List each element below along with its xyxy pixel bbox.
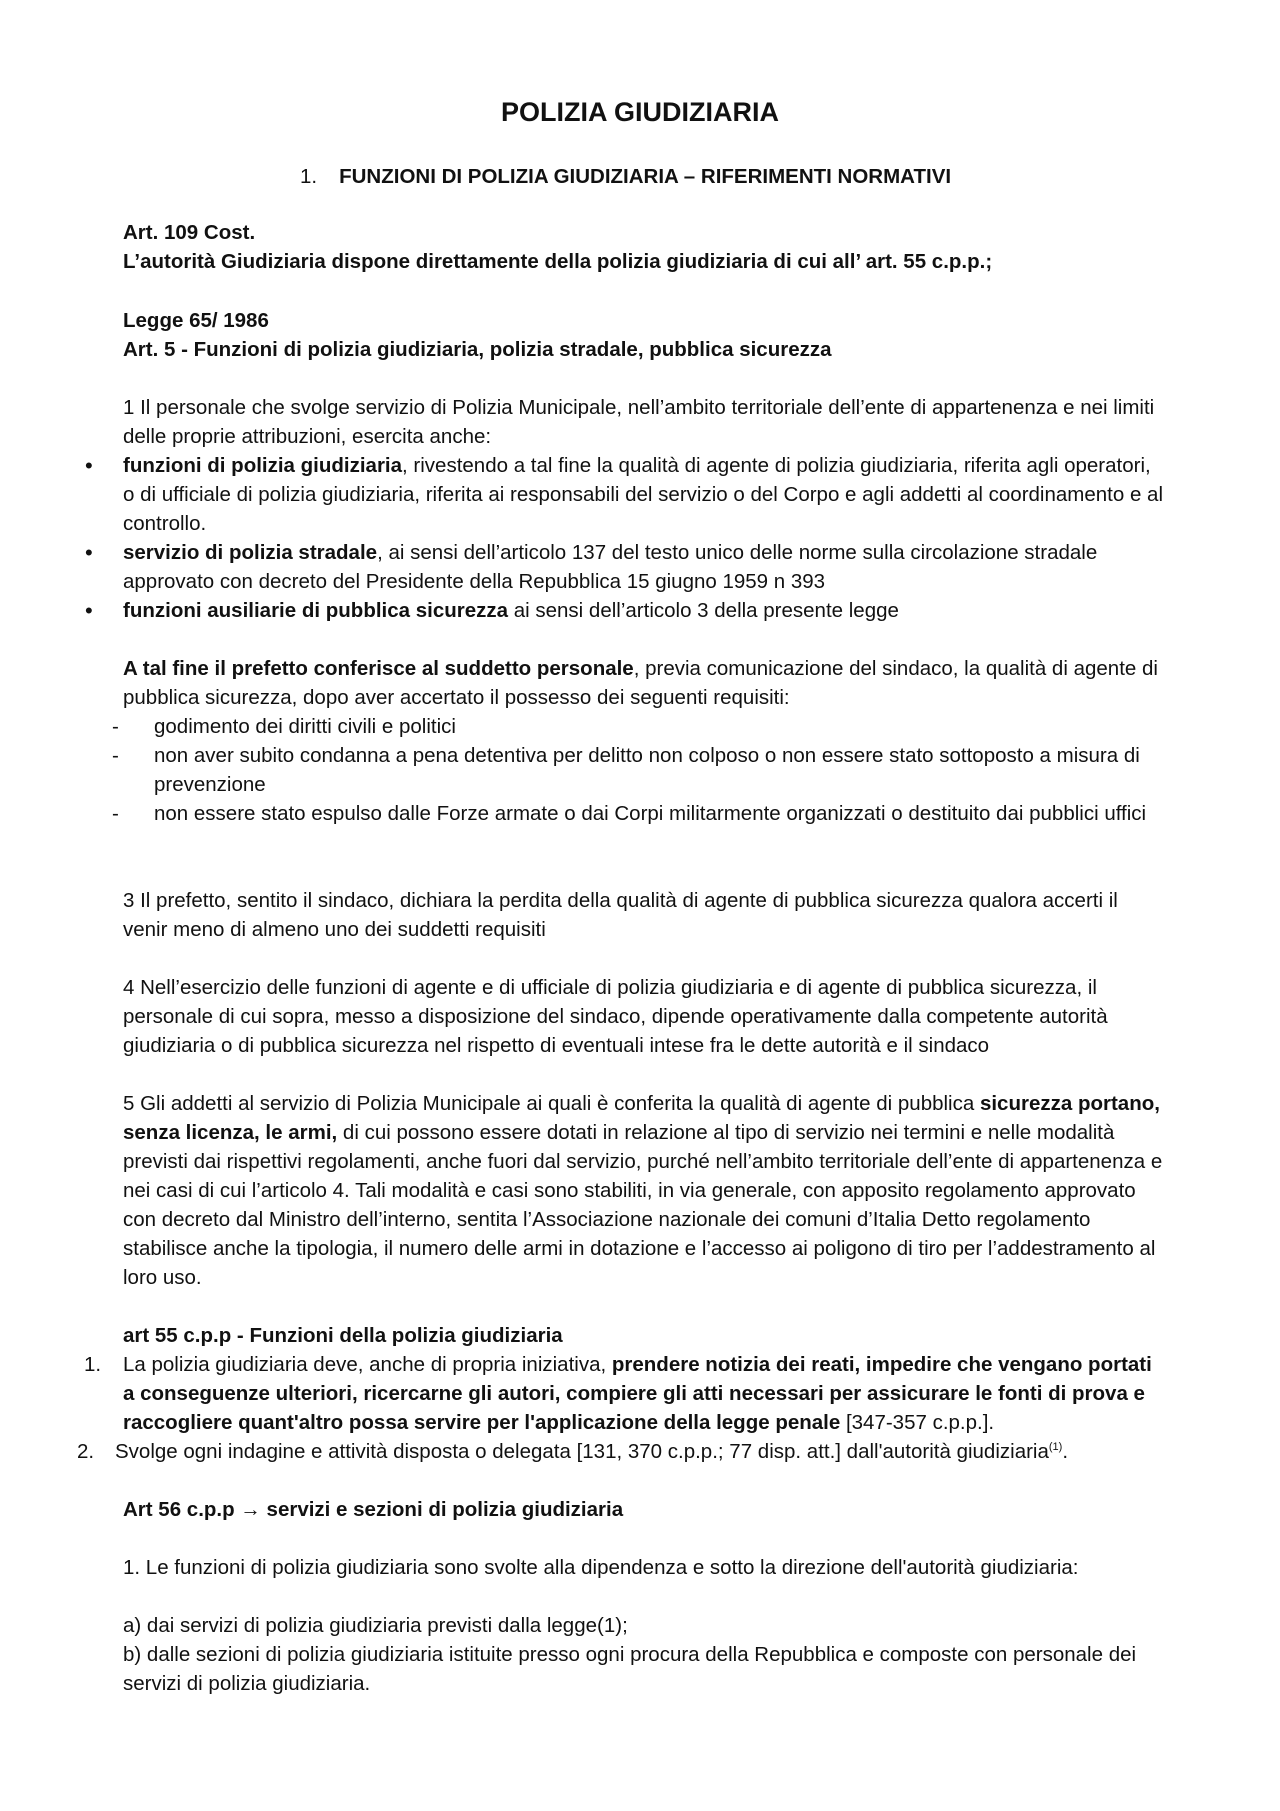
page-title: POLIZIA GIUDIZIARIA (501, 97, 779, 127)
bullet-marker: • (85, 598, 93, 623)
art55-item-1: La polizia giudiziaria deve, anche di propria iniziativa, prendere notizia dei reati, impedire che vengano portati a conseguenze ulteriori, ricercarne gli autori, compiere gli atti necessari per assicurare le fonti di prova e raccogliere quant'altro possa servire per l'applicazione della legge penale [347-357 c.p.p.]. (123, 1353, 1152, 1434)
bullet-item-1: funzioni di polizia giudiziaria, rivestendo a tal fine la qualità di agente di polizia giudiziaria, riferita agli operatori, o di ufficiale di polizia giudiziaria, riferita ai responsabili del servizio o del Corpo e agli addetti al coordinamento e al controllo. (123, 454, 1164, 535)
art5-paragraph-2: A tal fine il prefetto conferisce al suddetto personale, previa comunicazione del sindaco, la qualità di agente di pubblica sicurezza, dopo aver accertato il possesso dei seguenti requisiti: (123, 657, 1158, 709)
bullet-item-2: servizio di polizia stradale, ai sensi dell’articolo 137 del testo unico delle norme sulla circolazione stradale approvato con decreto del Presidente della Repubblica 15 giugno 1959 n 393 (123, 541, 1098, 593)
section-title: FUNZIONI DI POLIZIA GIUDIZIARIA – RIFERIMENTI NORMATIVI (339, 165, 952, 188)
art56-item-b: b) dalle sezioni di polizia giudiziaria istituite presso ogni procura della Repubblica e composte con personale dei servizi di polizia giudiziaria. (123, 1643, 1137, 1695)
art56-heading: Art 56 c.p.p → servizi e sezioni di polizia giudiziaria (123, 1498, 624, 1521)
dash-marker: - (112, 744, 119, 767)
art5-paragraph-4: 4 Nell’esercizio delle funzioni di agente e di ufficiale di polizia giudiziaria e di agente di pubblica sicurezza, il personale di cui sopra, messo a disposizione del sindaco, dipende operativamente dalla competente autorità giudiziaria o di pubblica sicurezza nel rispetto di eventuali intese fra le dette autorità e il sindaco (123, 976, 1108, 1057)
section-heading (300, 162, 951, 191)
art5-paragraph-5: 5 Gli addetti al servizio di Polizia Municipale ai quali è conferita la qualità di agente di pubblica sicurezza portano, senza licenza, le armi, di cui possono essere dotati in relazione al tipo di servizio nei termini e nelle modalità previsti dai rispettivi regolamenti, anche fuori dal servizio, purché nell’ambito territoriale dell’ente di appartenenza e nei casi di cui l’articolo 4. Tali modalità e casi sono stabiliti, in via generale, con apposito regolamento approvato con decreto dal Ministro dell’interno, sentita l’Associazione nazionale dei comuni d’Italia Detto regolamento stabilisce anche la tipologia, il numero delle armi in dotazione e l’accesso ai poligono di tiro per l’addestramento al loro uso. (123, 1092, 1163, 1289)
art55-heading: art 55 c.p.p - Funzioni della polizia giudiziaria (123, 1324, 563, 1347)
requisito-2: non aver subito condanna a pena detentiva per delitto non colposo o non essere stato sottoposto a misura di prevenzione (154, 744, 1140, 796)
art5-paragraph-1: 1 Il personale che svolge servizio di Polizia Municipale, nell’ambito territoriale dell’ente di appartenenza e nei limiti delle proprie attribuzioni, esercita anche: (123, 396, 1155, 448)
bullet-marker: • (85, 540, 93, 565)
requisito-1: godimento dei diritti civili e politici (154, 715, 456, 738)
dash-marker: - (112, 802, 119, 825)
art56-paragraph-1: 1. Le funzioni di polizia giudiziaria sono svolte alla dipendenza e sotto la direzione dell'autorità giudiziaria: (123, 1556, 1079, 1579)
art56-item-a: a) dai servizi di polizia giudiziaria previsti dalla legge(1); (123, 1614, 628, 1637)
dash-marker: - (112, 715, 119, 738)
bullet-item-3: funzioni ausiliarie di pubblica sicurezza ai sensi dell’articolo 3 della presente legge (123, 599, 899, 622)
art55-item-2: Svolge ogni indagine e attività disposta o delegata [131, 370 c.p.p.; 77 disp. att.] dall'autorità giudiziaria$^{(1)}$. (115, 1440, 1069, 1463)
art109-heading: Art. 109 Cost. (123, 221, 256, 244)
list-number: 1. (84, 1353, 102, 1376)
bullet-marker: • (85, 453, 93, 478)
requisito-3: non essere stato espulso dalle Forze armate o dai Corpi militarmente organizzati o destituito dai pubblici uffici (154, 802, 1147, 825)
art5-paragraph-3: 3 Il prefetto, sentito il sindaco, dichiara la perdita della qualità di agente di pubblica sicurezza qualora accerti il venir meno di almeno uno dei suddetti requisiti (123, 889, 1118, 941)
art109-text: L’autorità Giudiziaria dispone direttamente della polizia giudiziaria di cui all’ art. 55 c.p.p.; (123, 250, 993, 273)
list-number: 2. (77, 1440, 95, 1463)
arrow-icon: → (240, 1498, 261, 1521)
legge-heading: Legge 65/ 1986 (123, 309, 269, 332)
art5-heading: Art. 5 - Funzioni di polizia giudiziaria, polizia stradale, pubblica sicurezza (123, 338, 832, 361)
section-number: 1. (300, 165, 318, 188)
